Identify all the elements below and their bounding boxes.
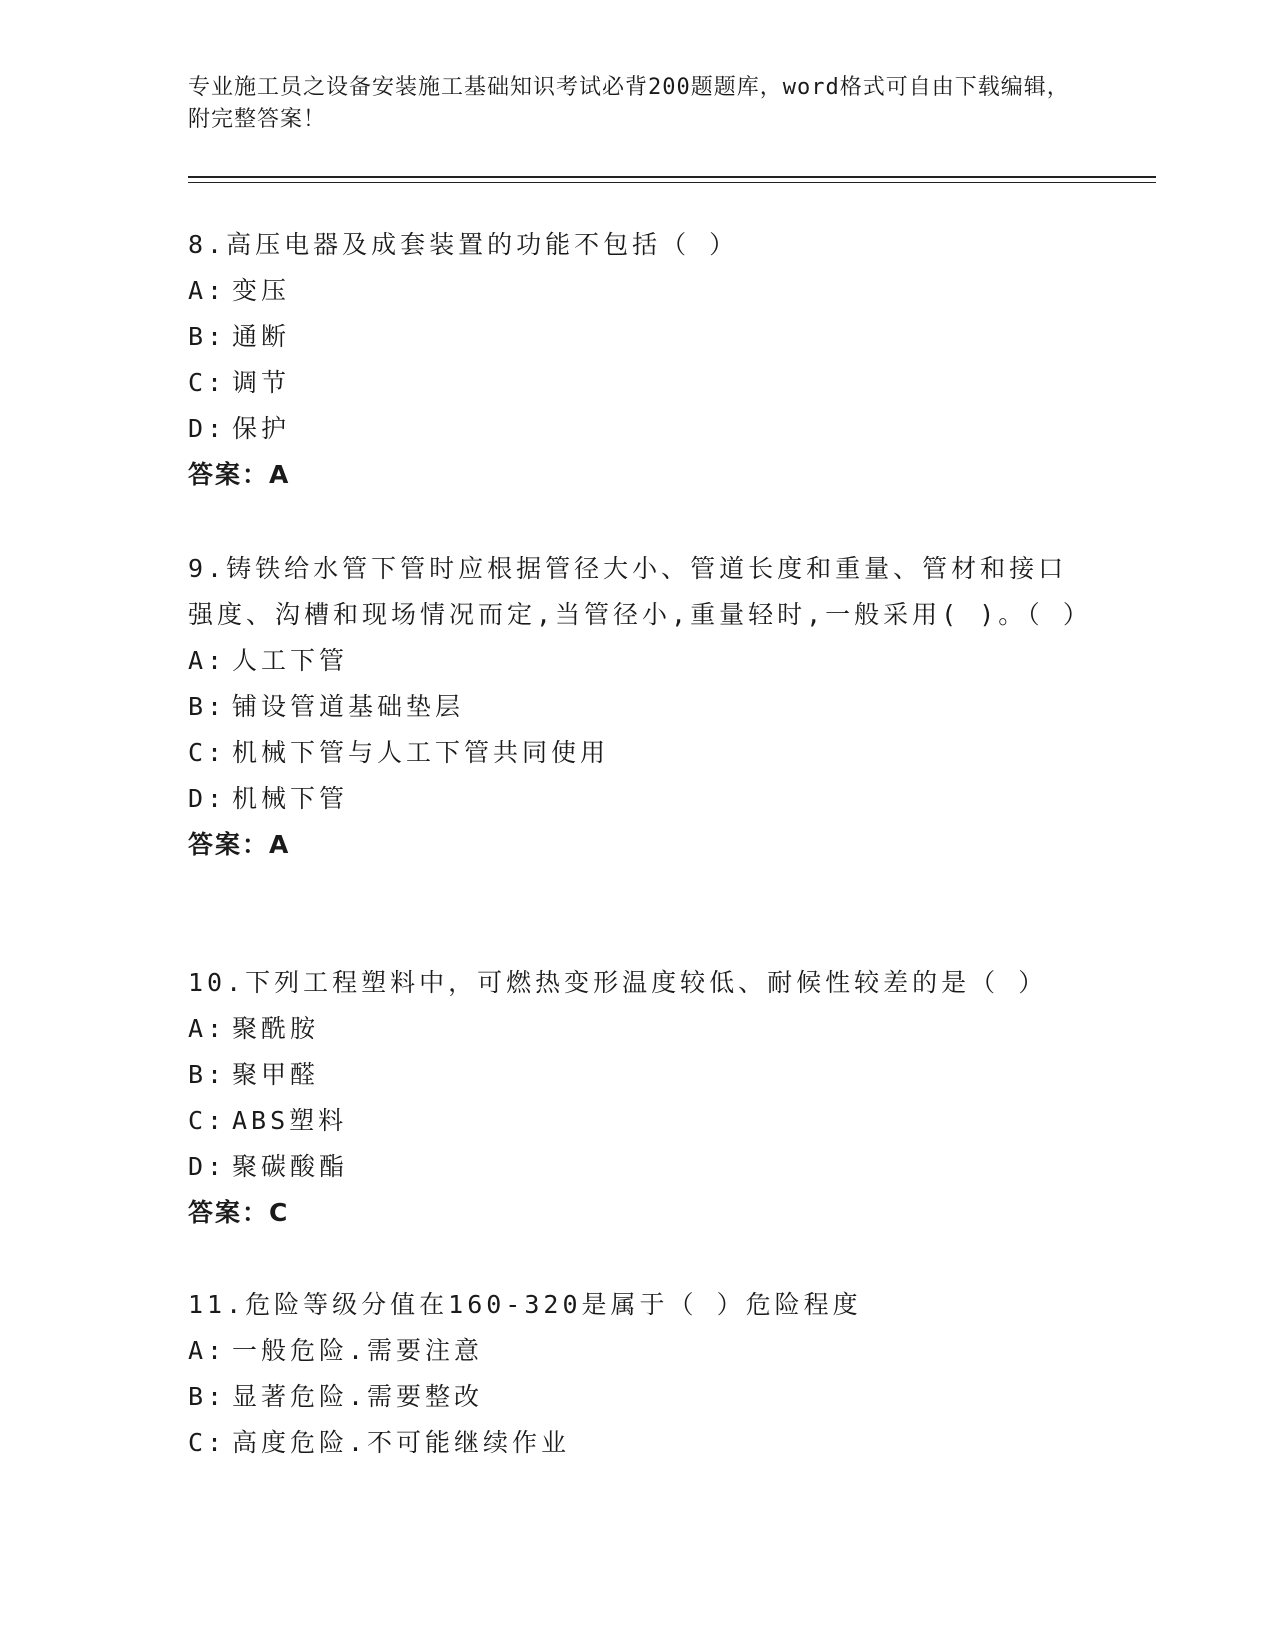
question-11 [188, 1282, 1088, 1466]
option-text: 铺设管道基础垫层 [232, 692, 465, 721]
option-text: 人工下管 [232, 646, 349, 675]
option-c [188, 730, 1088, 776]
option-text: 聚碳酸酯 [232, 1152, 349, 1181]
option-b [188, 684, 1088, 730]
option-text: 聚酰胺 [232, 1014, 320, 1043]
option-d [188, 406, 1088, 452]
option-letter: B: [188, 322, 227, 351]
option-text: 高度危险.不可能继续作业 [232, 1428, 571, 1457]
question-8 [188, 222, 1088, 498]
option-a [188, 638, 1088, 684]
option-letter: D: [188, 784, 227, 813]
option-letter: D: [188, 414, 227, 443]
option-text: 调节 [232, 368, 291, 397]
option-text: 显著危险.需要整改 [232, 1382, 484, 1411]
option-letter: C: [188, 1428, 227, 1457]
option-letter: B: [188, 1382, 227, 1411]
answer: 答案：A [188, 830, 291, 859]
option-a [188, 1328, 1088, 1374]
option-b [188, 1052, 1088, 1098]
option-letter: B: [188, 692, 227, 721]
option-letter: D: [188, 1152, 227, 1181]
option-text: 机械下管与人工下管共同使用 [232, 738, 610, 767]
option-letter: B: [188, 1060, 227, 1089]
option-text: 一般危险.需要注意 [232, 1336, 484, 1365]
answer: 答案：C [188, 1198, 290, 1227]
option-d [188, 1144, 1088, 1190]
option-text: 通断 [232, 322, 291, 351]
option-b [188, 1374, 1088, 1420]
option-letter: A: [188, 646, 227, 675]
question-10 [188, 960, 1088, 1236]
answer: 答案：A [188, 460, 291, 489]
question-9 [188, 546, 1092, 868]
option-text: 机械下管 [232, 784, 349, 813]
option-letter: A: [188, 1014, 227, 1043]
option-text: 保护 [232, 414, 291, 443]
question-stem: 11.危险等级分值在160-320是属于（ ）危险程度 [188, 1290, 862, 1319]
option-letter: A: [188, 276, 227, 305]
option-a [188, 268, 1088, 314]
option-b [188, 314, 1088, 360]
option-d [188, 776, 1088, 822]
header-divider-thin [188, 182, 1156, 183]
option-c [188, 360, 1088, 406]
option-letter: A: [188, 1336, 227, 1365]
option-letter: C: [188, 368, 227, 397]
option-letter: C: [188, 1106, 227, 1135]
question-stem: 9.铸铁给水管下管时应根据管径大小、管道长度和重量、管材和接口强度、沟槽和现场情况而定,当管径小,重量轻时,一般采用( )。（ ） [188, 554, 1092, 629]
option-text: 变压 [232, 276, 291, 305]
option-letter: C: [188, 738, 227, 767]
question-stem: 10.下列工程塑料中，可燃热变形温度较低、耐候性较差的是（ ） [188, 968, 1048, 997]
option-text: ABS塑料 [232, 1106, 348, 1135]
option-text: 聚甲醛 [232, 1060, 320, 1089]
option-c [188, 1420, 1088, 1466]
document-header: 专业施工员之设备安装施工基础知识考试必背200题题库，word格式可自由下载编辑，附完整答案！ [188, 75, 1070, 132]
question-stem: 8.高压电器及成套装置的功能不包括（ ） [188, 230, 739, 259]
option-c [188, 1098, 1088, 1144]
header-divider-thick [188, 176, 1156, 178]
option-a [188, 1006, 1088, 1052]
